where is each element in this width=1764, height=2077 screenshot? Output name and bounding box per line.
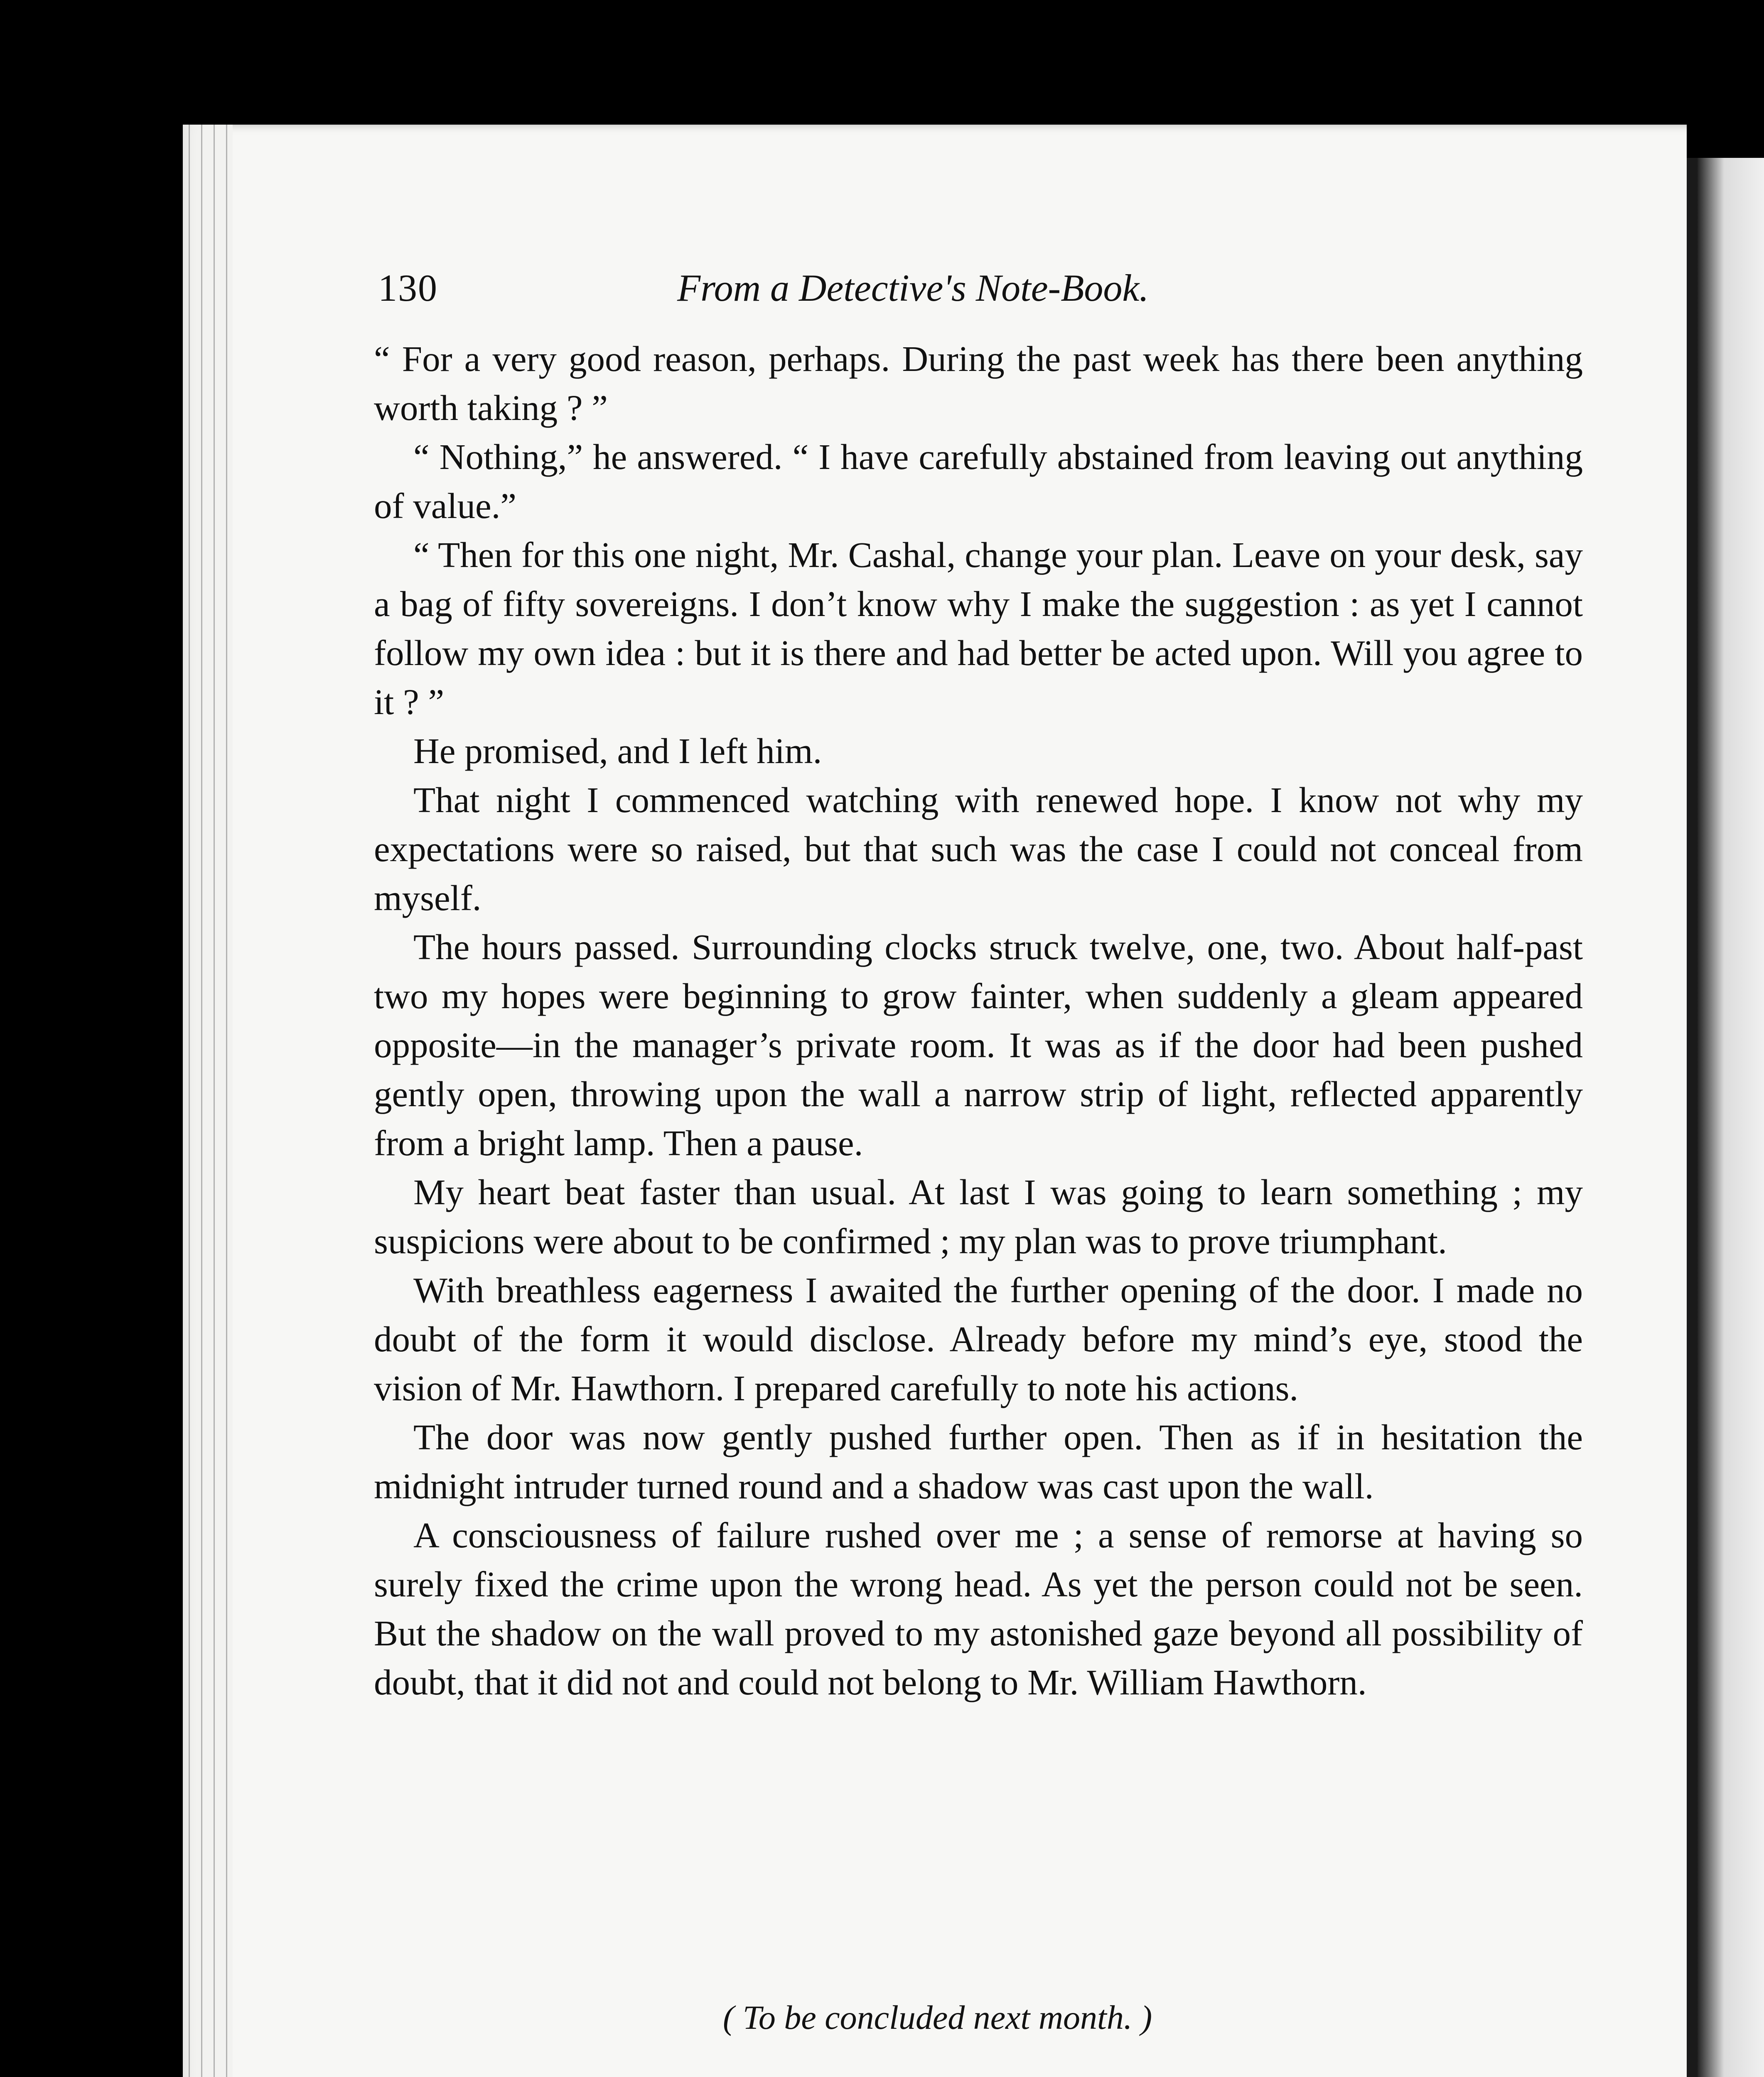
paragraph: “ Nothing,” he answered. “ I have carefully abstained from leaving out anything of value.”: [374, 437, 1583, 526]
running-title: From a Detective's Note-Book.: [677, 267, 1149, 309]
paragraph: The hours passed. Surrounding clocks struck twelve, one, two. About half-past two my hopes were beginning to grow fainter, when suddenly a gleam appeared opposite—in the manager’s private room. It was as if the door had been pushed gently open, throwing upon the wall a narrow strip of light, reflected apparently from a bright lamp. Then a pause.: [374, 927, 1583, 1163]
page-binding-edge: [183, 125, 233, 2077]
page-header: [378, 266, 1583, 320]
paragraph: “ For a very good reason, perhaps. During the past week has there been anything worth taking ? ”: [374, 339, 1583, 428]
paragraph: “ Then for this one night, Mr. Cashal, change your plan. Leave on your desk, say a bag of fifty sovereigns. I don’t know why I make the suggestion : as yet I cannot follow my own idea : but it is there and had better be acted upon. Will you agree to it ? ”: [374, 535, 1583, 722]
paragraph: That night I commenced watching with renewed hope. I know not why my expectations were so raised, but that such was the case I could not conceal from myself.: [374, 780, 1583, 918]
paragraph: He promised, and I left him.: [413, 731, 822, 771]
body-text: [374, 334, 1583, 1707]
facing-page-edge: [1698, 158, 1764, 2077]
paragraph: With breathless eagerness I awaited the further opening of the door. I made no doubt of the form it would disclose. Already before my mind’s eye, stood the vision of Mr. Hawthorn. I prepared carefully to note his actions.: [374, 1270, 1583, 1408]
continuation-note: ( To be concluded next month. ): [723, 1998, 1152, 2036]
paragraph: The door was now gently pushed further open. Then as if in hesitation the midnight intruder turned round and a shadow was cast upon the wall.: [374, 1417, 1583, 1506]
page-number: 130: [378, 267, 438, 309]
paragraph: My heart beat faster than usual. At last I was going to learn something ; my suspicions were about to be confirmed ; my plan was to prove triumphant.: [374, 1172, 1583, 1261]
paragraph: A consciousness of failure rushed over me ; a sense of remorse at having so surely fixed the crime upon the wrong head. As yet the person could not be seen. But the shadow on the wall proved to my astonished gaze beyond all possibility of doubt, that it did not and could not belong to Mr. William Hawthorn.: [374, 1515, 1583, 1702]
